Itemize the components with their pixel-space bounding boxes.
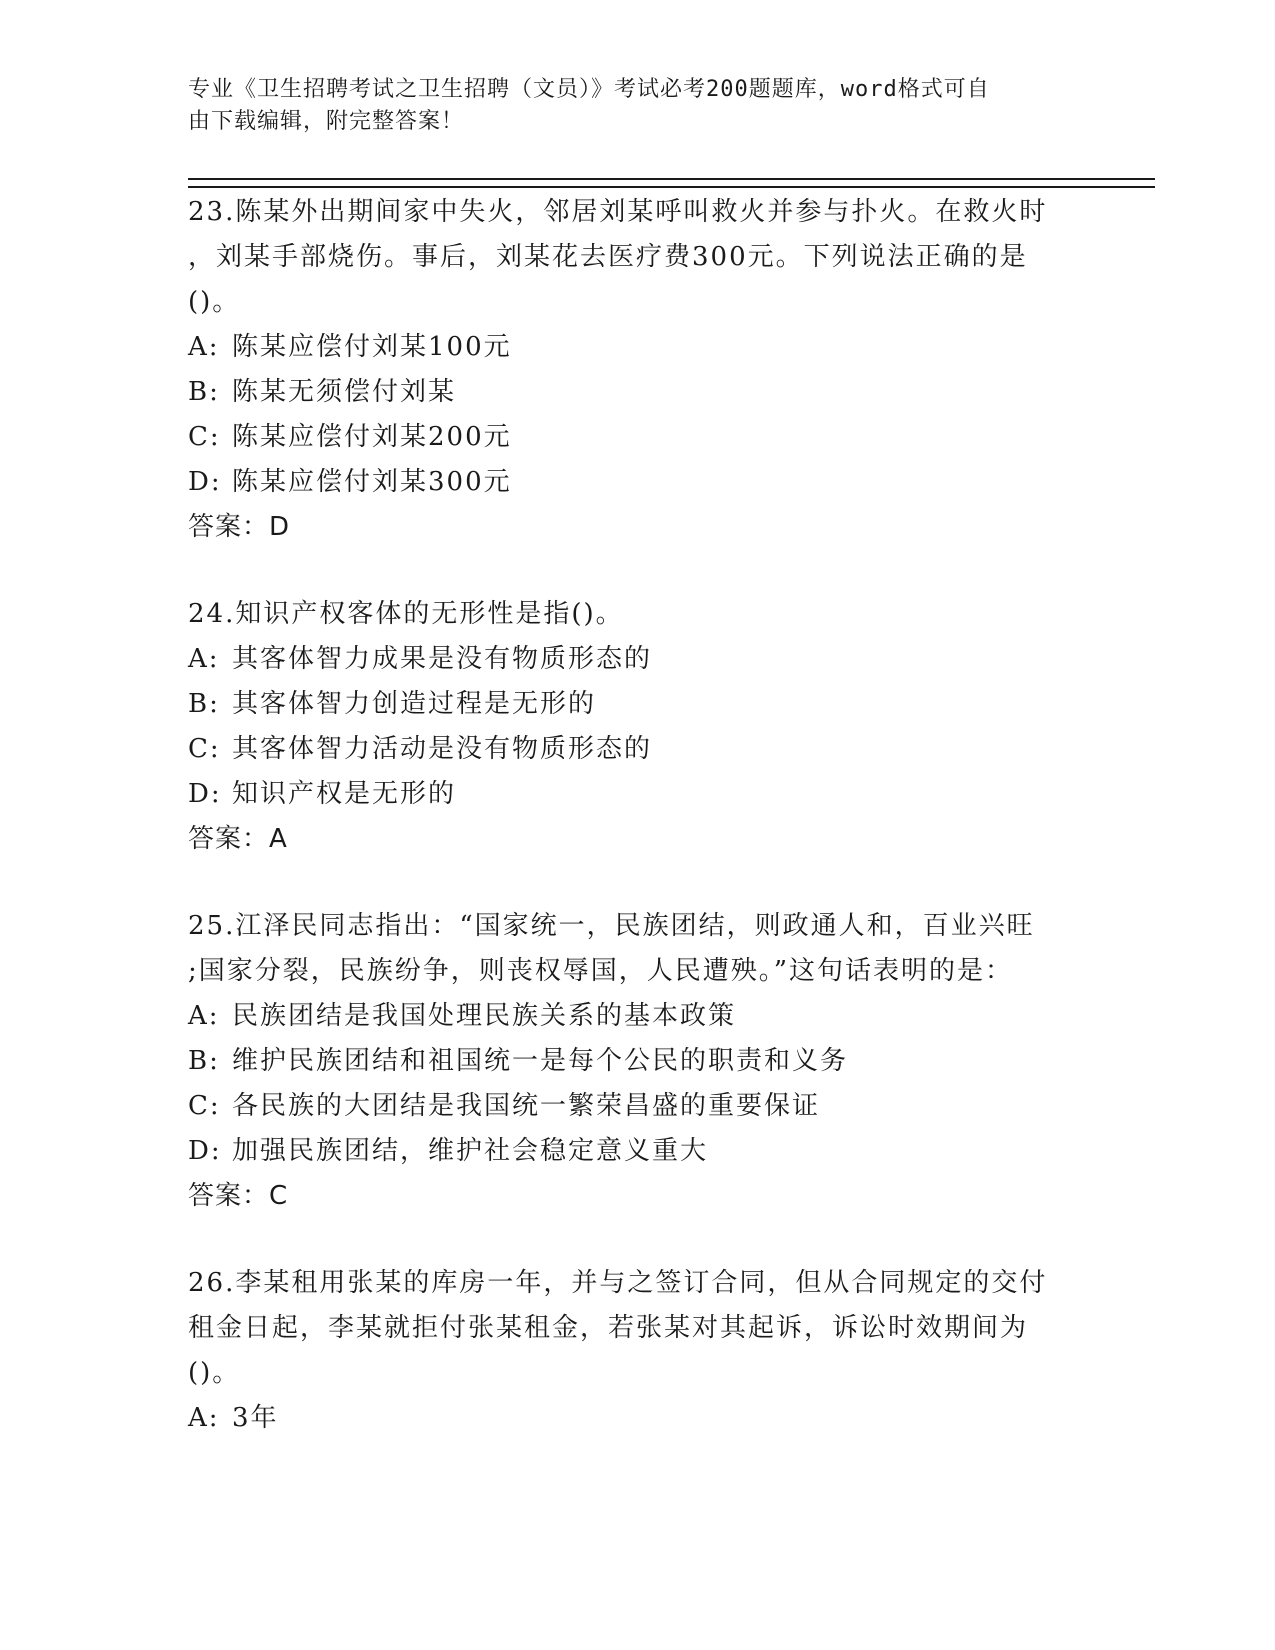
option-text: 陈某无须偿付刘某 xyxy=(232,377,457,407)
question-25 xyxy=(188,904,1088,1219)
option-d xyxy=(188,1129,1088,1174)
question-list xyxy=(188,190,1088,1483)
option-a xyxy=(188,325,1088,370)
answer-line: 答案：C xyxy=(188,1181,289,1211)
question-stem-line: 23.陈某外出期间家中失火，邻居刘某呼叫救火并参与扑火。在救火时 xyxy=(188,197,1048,227)
option-label: A: xyxy=(188,1001,220,1031)
question-stem-line: 26.李某租用张某的库房一年，并与之签订合同，但从合同规定的交付 xyxy=(188,1268,1048,1298)
option-label: D: xyxy=(188,779,222,809)
option-text: 加强民族团结，维护社会稳定意义重大 xyxy=(232,1136,709,1166)
question-stem-line: 租金日起，李某就拒付张某租金，若张某对其起诉，诉讼时效期间为 xyxy=(188,1313,1029,1343)
option-d xyxy=(188,772,1088,817)
header-line-1: 专业《卫生招聘考试之卫生招聘（文员）》考试必考200题题库，word格式可自 xyxy=(188,77,990,102)
option-label: B: xyxy=(188,1046,220,1076)
question-26 xyxy=(188,1261,1088,1441)
option-label: C: xyxy=(188,422,221,452)
option-text: 各民族的大团结是我国统一繁荣昌盛的重要保证 xyxy=(232,1091,821,1121)
option-label: B: xyxy=(188,377,220,407)
answer-line: 答案：D xyxy=(188,512,291,542)
option-b xyxy=(188,1039,1088,1084)
option-d xyxy=(188,460,1088,505)
option-c xyxy=(188,415,1088,460)
option-label: C: xyxy=(188,1091,221,1121)
option-text: 其客体智力活动是没有物质形态的 xyxy=(232,734,653,764)
header-line-2: 由下载编辑，附完整答案！ xyxy=(188,109,465,134)
question-stem-line: ()。 xyxy=(188,1358,241,1388)
option-label: D: xyxy=(188,1136,222,1166)
option-label: B: xyxy=(188,689,220,719)
option-text: 3年 xyxy=(232,1403,279,1433)
option-text: 陈某应偿付刘某300元 xyxy=(232,467,512,497)
question-stem-line: ()。 xyxy=(188,287,241,317)
option-c xyxy=(188,1084,1088,1129)
option-label: A: xyxy=(188,644,220,674)
question-24 xyxy=(188,592,1088,862)
option-text: 陈某应偿付刘某200元 xyxy=(232,422,512,452)
question-stem-line: ;国家分裂，民族纷争，则丧权辱国，人民遭殃。”这句话表明的是： xyxy=(188,956,1014,986)
answer-line: 答案：A xyxy=(188,824,288,854)
question-stem-line: ，刘某手部烧伤。事后，刘某花去医疗费300元。下列说法正确的是 xyxy=(188,242,1028,272)
option-label: A: xyxy=(188,332,220,362)
option-a xyxy=(188,1396,1088,1441)
option-c xyxy=(188,727,1088,772)
option-b xyxy=(188,682,1088,727)
option-label: D: xyxy=(188,467,222,497)
option-label: C: xyxy=(188,734,221,764)
option-text: 民族团结是我国处理民族关系的基本政策 xyxy=(232,1001,737,1031)
option-b xyxy=(188,370,1088,415)
option-text: 其客体智力成果是没有物质形态的 xyxy=(232,644,653,674)
option-a xyxy=(188,994,1088,1039)
option-label: A: xyxy=(188,1403,220,1433)
option-text: 知识产权是无形的 xyxy=(232,779,457,809)
question-stem-line: 24.知识产权客体的无形性是指()。 xyxy=(188,599,624,629)
document-header xyxy=(188,74,1068,138)
question-stem-line: 25.江泽民同志指出：“国家统一，民族团结，则政通人和，百业兴旺 xyxy=(188,911,1035,941)
header-divider xyxy=(188,178,1155,188)
question-23 xyxy=(188,190,1088,550)
option-a xyxy=(188,637,1088,682)
option-text: 陈某应偿付刘某100元 xyxy=(232,332,512,362)
option-text: 维护民族团结和祖国统一是每个公民的职责和义务 xyxy=(232,1046,849,1076)
option-text: 其客体智力创造过程是无形的 xyxy=(232,689,597,719)
